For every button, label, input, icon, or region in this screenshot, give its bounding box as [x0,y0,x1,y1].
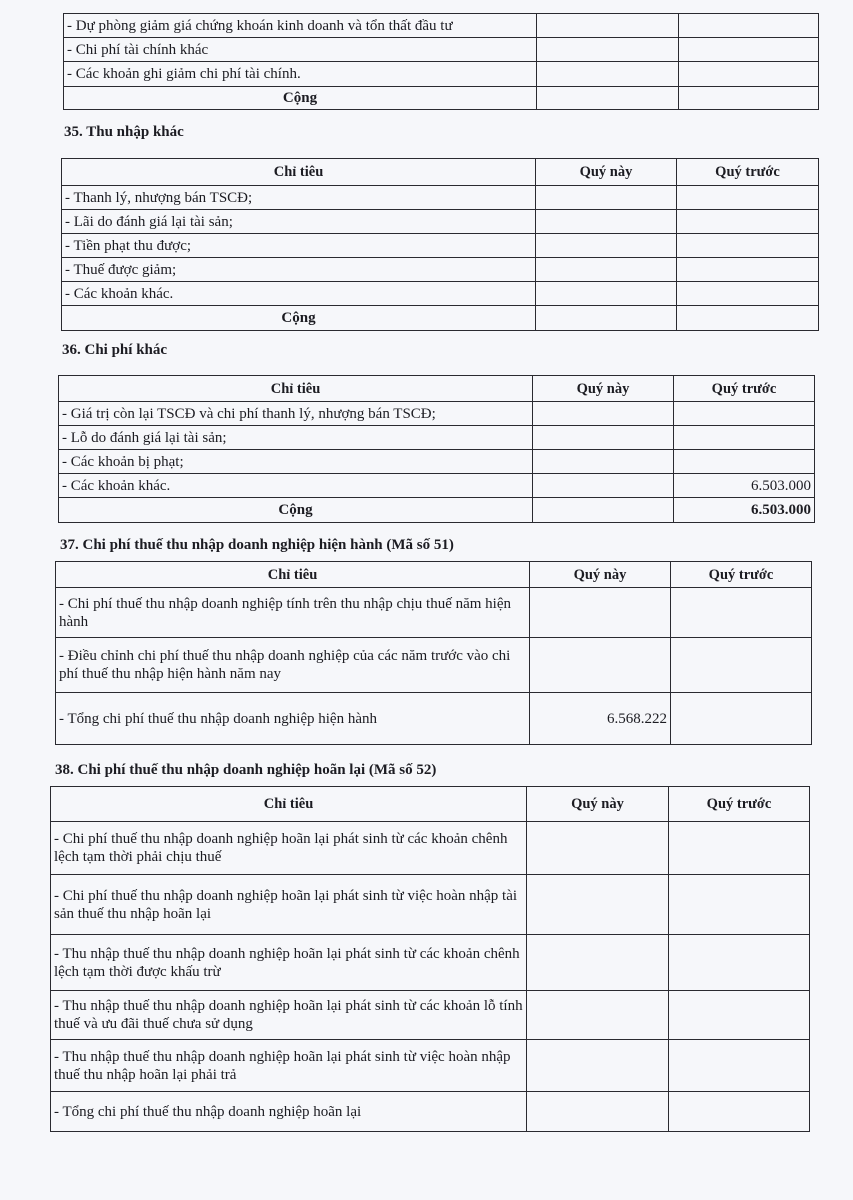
table-cell-label: - Thu nhập thuế thu nhập doanh nghiệp hoãn lại phát sinh từ các khoản lỗ tính thuế và ưu đãi thuế chưa sử dụng [51,991,527,1040]
table-cell-prev [674,450,815,474]
col-header-prev: Quý trước [671,562,812,588]
total-prev [679,87,819,110]
table-cell-label: - Tiền phạt thu được; [62,234,536,258]
table-cell-label: - Các khoản bị phạt; [59,450,533,474]
col-header-prev: Quý trước [677,159,819,186]
table-cell-label: - Thanh lý, nhượng bán TSCĐ; [62,186,536,210]
total-label: Cộng [62,306,536,331]
table-cell-prev [674,402,815,426]
table-cell-label: - Chi phí thuế thu nhập doanh nghiệp hoãn lại phát sinh từ việc hoàn nhập tài sản thuế thu nhập hoãn lại [51,875,527,935]
table-cell-prev: 6.503.000 [674,474,815,498]
table-cell-prev [679,38,819,62]
total-label: Cộng [64,87,537,110]
col-header-item: Chỉ tiêu [56,562,530,588]
total-this [537,87,679,110]
table-cell-prev [671,588,812,638]
table-cell-this [530,638,671,693]
col-header-this: Quý này [527,787,669,822]
col-header-item: Chỉ tiêu [59,376,533,402]
table-cell-label: - Chi phí thuế thu nhập doanh nghiệp hoãn lại phát sinh từ các khoản chênh lệch tạm thời phải chịu thuế [51,822,527,875]
table-cell-prev [679,62,819,87]
table-cell-label: - Dự phòng giảm giá chứng khoán kinh doanh và tổn thất đầu tư [64,14,537,38]
other-expense-table [58,375,815,523]
col-header-prev: Quý trước [674,376,815,402]
table-cell-prev [671,638,812,693]
col-header-this: Quý này [530,562,671,588]
table-cell-this [533,402,674,426]
table-cell-prev [674,426,815,450]
col-header-item: Chỉ tiêu [62,159,536,186]
table-cell-label: - Thuế được giảm; [62,258,536,282]
deferred-tax-table [50,786,810,1132]
col-header-prev: Quý trước [669,787,810,822]
table-cell-label: - Điều chỉnh chi phí thuế thu nhập doanh nghiệp của các năm trước vào chi phí thuế thu nhập hiện hành năm nay [56,638,530,693]
table-cell-label: - Lỗ do đánh giá lại tài sản; [59,426,533,450]
section-38-heading: 38. Chi phí thuế thu nhập doanh nghiệp hoãn lại (Mã số 52) [55,762,437,778]
current-tax-table [55,561,812,745]
table-cell-this [533,426,674,450]
col-header-this: Quý này [536,159,677,186]
table-cell-label: - Các khoản khác. [62,282,536,306]
table-cell-this [533,450,674,474]
col-header-item: Chỉ tiêu [51,787,527,822]
table-cell-this [537,14,679,38]
table-cell-prev [671,693,812,745]
section-35-heading: 35. Thu nhập khác [64,124,184,140]
section-37-heading: 37. Chi phí thuế thu nhập doanh nghiệp hiện hành (Mã số 51) [60,537,454,553]
table-cell-this [537,62,679,87]
total-label: Cộng [59,498,533,523]
section-36-heading: 36. Chi phí khác [62,342,168,358]
table-cell-label: - Chi phí tài chính khác [64,38,537,62]
other-income-table [61,158,819,331]
table-cell-label: - Tổng chi phí thuế thu nhập doanh nghiệp hoãn lại [51,1092,527,1132]
table-cell-label: - Chi phí thuế thu nhập doanh nghiệp tính trên thu nhập chịu thuế năm hiện hành [56,588,530,638]
total-this [533,498,674,523]
total-prev: 6.503.000 [674,498,815,523]
table-cell-label: - Tổng chi phí thuế thu nhập doanh nghiệp hiện hành [56,693,530,745]
table-cell-label: - Các khoản ghi giảm chi phí tài chính. [64,62,537,87]
table-cell-prev [679,14,819,38]
table-cell-label: - Các khoản khác. [59,474,533,498]
table-cell-label: - Thu nhập thuế thu nhập doanh nghiệp hoãn lại phát sinh từ các khoản chênh lệch tạm thời được khấu trừ [51,935,527,991]
table-cell-label: - Lãi do đánh giá lại tài sản; [62,210,536,234]
table-cell-this: 6.568.222 [530,693,671,745]
col-header-this: Quý này [533,376,674,402]
financial-expense-table [63,13,819,110]
table-cell-this [533,474,674,498]
table-cell-this [530,588,671,638]
table-cell-label: - Thu nhập thuế thu nhập doanh nghiệp hoãn lại phát sinh từ việc hoàn nhập thuế thu nhập hoãn lại phải trả [51,1040,527,1092]
table-cell-this [537,38,679,62]
table-cell-label: - Giá trị còn lại TSCĐ và chi phí thanh lý, nhượng bán TSCĐ; [59,402,533,426]
